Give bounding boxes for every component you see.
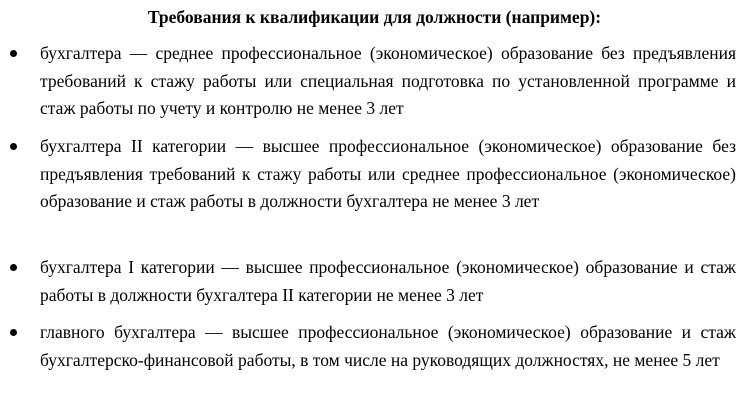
bullet-icon — [10, 50, 17, 57]
requirement-text: бухгалтера I категории — высшее профессиональное (экономическое) образование и стаж работы в должности бухгалтера II категории не менее 3 лет — [40, 257, 736, 305]
bullet-icon — [10, 143, 17, 150]
bullet-icon — [10, 264, 17, 271]
requirement-text: главного бухгалтера — высшее профессиональное (экономическое) образование и стаж бухгалтерско-финансовой работы, в том числе на руководящих должностях, не менее 5 лет — [40, 322, 736, 370]
bullet-icon — [10, 329, 17, 336]
requirement-text: бухгалтера — среднее профессиональное (экономическое) образование без предъявления требований к стажу работы или специальная подготовка по установленной программе и стаж работы по учету и контролю не менее 3 лет — [40, 43, 736, 118]
document-heading: Требования к квалификации для должности (например): — [147, 7, 602, 27]
requirement-text: бухгалтера II категории — высшее профессиональное (экономическое) образование без предъявления требований к стажу работы или среднее профессиональное (экономическое) образование и стаж работы в должности бухгалтера не менее 3 лет — [40, 136, 736, 211]
